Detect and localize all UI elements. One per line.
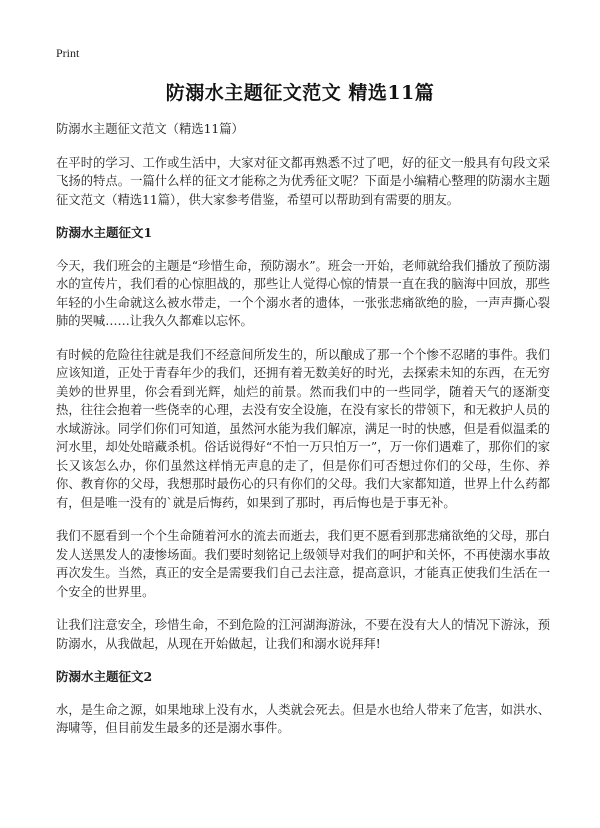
- essay-1-paragraph: 让我们注意安全，珍惜生命，不到危险的江河湖海游泳，不要在没有大人的情况下游泳，预防溺水，从我做起，从现在开始做起，让我们和溺水说拜拜!: [56, 618, 550, 651]
- essay-2-heading: 防溺水主题征文2: [56, 669, 153, 684]
- article-subtitle: 防溺水主题征文范文（精选11篇）: [56, 122, 244, 136]
- page-title: 防溺水主题征文范文 精选11篇: [165, 82, 435, 104]
- essay-1-paragraph: 有时候的危险往往就是我们不经意间所发生的，所以酿成了那一个个惨不忍睹的事件。我们应该知道，正处于青春年少的我们，还拥有着无数美好的时光，去探索未知的东西，在无穷美妙的世界里，你会看到光辉，灿烂的前景。然而我们中的一些同学，随着天气的逐渐变热，往往会抱着一些侥幸的心理，去没有安全设施，在没有家长的带领下，和无救护人员的水域游泳。同学们你们可知道，虽然河水能为我们解凉，满足一时的快感，但是看似温柔的河水里，却处处暗藏杀机。俗话说得好“不怕一万只怕万一”，万一你们遇难了，那你们的家长又该怎么办，你们虽然这样悄无声息的走了，但是你们可否想过你们的父母，生你、养你、教育你的父母，我想那时最伤心的只有你们的父母。我们大家都知道，世界上什么药都有，但是唯一没有的`就是后悔药，如果到了那时，再后悔也是于事无补。: [56, 347, 550, 510]
- print-link[interactable]: Print: [56, 46, 80, 60]
- essay-1-paragraph: 我们不愿看到一个个生命随着河水的流去而逝去，我们更不愿看到那悲痛欲绝的父母，那白发人送黑发人的凄惨场面。我们要时刻铭记上级领导对我们的呵护和关怀，不再使溺水事故再次发生。当然，真正的安全是需要我们自己去注意，提高意识，才能真正使我们生活在一个安全的世界里。: [56, 529, 550, 599]
- essay-1-paragraph: 今天，我们班会的主题是“珍惜生命，预防溺水”。班会一开始，老师就给我们播放了预防溺水的宣传片，我们看的心惊胆战的，那些让人觉得心惊的情景一直在我的脑海中回放，那些年轻的小生命就这么被水带走，一个个溺水者的遗体，一张张悲痛欲绝的脸，一声声撕心裂肺的哭喊……让我久久都难以忘怀。: [56, 258, 550, 328]
- essay-2-paragraph: 水，是生命之源，如果地球上没有水，人类就会死去。但是水也给人带来了危害，如洪水、海啸等，但目前发生最多的还是溺水事件。: [56, 702, 550, 735]
- intro-paragraph: 在平时的学习、工作或生活中，大家对征文都再熟悉不过了吧，好的征文一般具有句段文采飞扬的特点。一篇什么样的征文才能称之为优秀征文呢？下面是小编精心整理的防溺水主题征文范文（精选11篇），供大家参考借鉴，希望可以帮助到有需要的朋友。: [56, 155, 550, 207]
- essay-1-heading: 防溺水主题征文1: [56, 225, 153, 240]
- article-body: [56, 120, 550, 753]
